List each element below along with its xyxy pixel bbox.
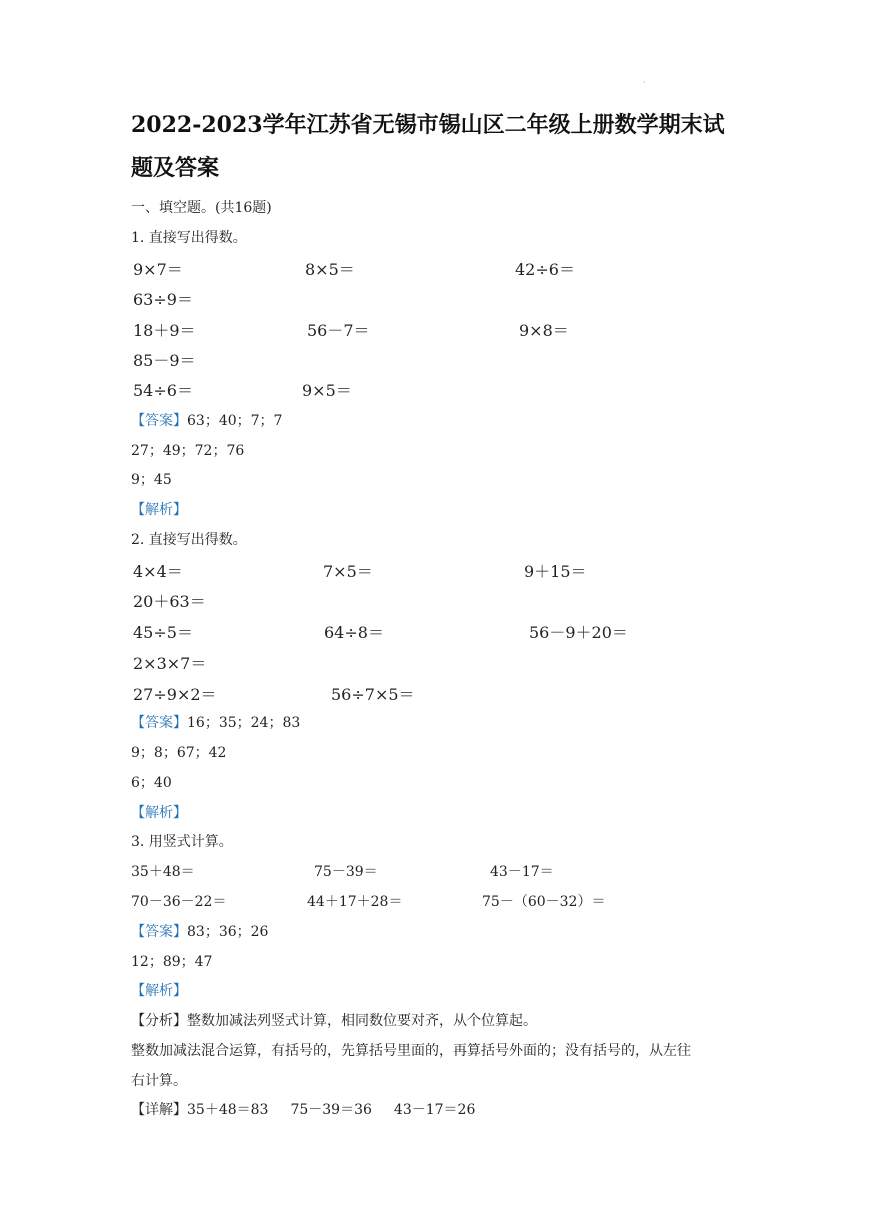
- q2-expr: 20＋63＝: [133, 592, 206, 611]
- q3-expr: 70－36－22＝: [131, 894, 227, 910]
- header-mark: ·: [643, 78, 646, 87]
- q1-expr: 9×7＝: [133, 260, 183, 279]
- q3-analysis-line: 【分析】整数加减法列竖式计算，相同数位要对齐，从个位算起。: [131, 1013, 537, 1029]
- q1-analysis-tag: 【解析】: [131, 502, 187, 518]
- answer-text: 83；36；26: [187, 924, 269, 940]
- detail-item: 75－39＝36: [290, 1102, 372, 1118]
- q3-detail: [131, 1099, 475, 1119]
- q1-answer-line: 9；45: [131, 472, 172, 488]
- q1-answer: [131, 410, 282, 430]
- q2-answer-line: 6；40: [131, 775, 172, 791]
- q2-expr: 9＋15＝: [524, 562, 587, 581]
- q2-answer: [131, 712, 300, 732]
- q1-expr: 54÷6＝: [133, 381, 193, 400]
- answer-text: 63；40；7；7: [187, 413, 283, 429]
- q2-expr: 45÷5＝: [133, 623, 193, 642]
- q3-expr: 75－（60－32）＝: [482, 894, 606, 910]
- answer-tag: 【答案】: [131, 715, 187, 731]
- q1-expr: 56－7＝: [307, 321, 370, 340]
- section-heading: 一、填空题。(共16题): [131, 200, 272, 216]
- q2-expr: 56－9＋20＝: [529, 623, 628, 642]
- q2-expr: 7×5＝: [323, 562, 373, 581]
- document-title-line-2: 题及答案: [131, 155, 220, 181]
- question-2-stem: 2. 直接写出得数。: [131, 532, 247, 548]
- q2-expr: 56÷7×5＝: [331, 685, 415, 704]
- q3-answer-line: 12；89；47: [131, 954, 213, 970]
- q3-expr: 35＋48＝: [131, 864, 195, 880]
- q1-expr: 9×5＝: [302, 381, 352, 400]
- q1-expr: 63÷9＝: [133, 290, 193, 309]
- detail-tag: 【详解】: [131, 1102, 187, 1118]
- q3-analysis-line: 右计算。: [131, 1073, 187, 1089]
- q3-expr: 75－39＝: [314, 864, 378, 880]
- q1-expr: 8×5＝: [305, 260, 355, 279]
- q1-expr: 18＋9＝: [133, 321, 196, 340]
- detail-item: 43－17＝26: [393, 1102, 476, 1118]
- q2-expr: 27÷9×2＝: [133, 685, 217, 704]
- q1-expr: 42÷6＝: [515, 260, 575, 279]
- q3-answer: [131, 921, 268, 941]
- q3-analysis-line: 整数加减法混合运算，有括号的，先算括号里面的，再算括号外面的；没有括号的，从左往: [131, 1043, 691, 1059]
- question-1-stem: 1. 直接写出得数。: [131, 230, 247, 246]
- answer-tag: 【答案】: [131, 413, 187, 429]
- q2-analysis-tag: 【解析】: [131, 805, 187, 821]
- q2-answer-line: 9；8；67；42: [131, 745, 227, 761]
- q1-expr: 9×8＝: [519, 321, 569, 340]
- q2-expr: 2×3×7＝: [133, 654, 207, 673]
- q1-answer-line: 27；49；72；76: [131, 443, 245, 459]
- document-title-line-1: 2022-2023学年江苏省无锡市锡山区二年级上册数学期末试: [131, 112, 725, 138]
- answer-text: 16；35；24；83: [187, 715, 301, 731]
- q3-expr: 43－17＝: [490, 864, 554, 880]
- q2-expr: 64÷8＝: [324, 623, 384, 642]
- detail-item: 35＋48＝83: [187, 1102, 269, 1118]
- question-3-stem: 3. 用竖式计算。: [131, 834, 233, 850]
- q2-expr: 4×4＝: [133, 562, 183, 581]
- q1-expr: 85－9＝: [133, 351, 196, 370]
- q3-expr: 44＋17＋28＝: [307, 894, 403, 910]
- answer-tag: 【答案】: [131, 924, 187, 940]
- q3-analysis-tag: 【解析】: [131, 983, 187, 999]
